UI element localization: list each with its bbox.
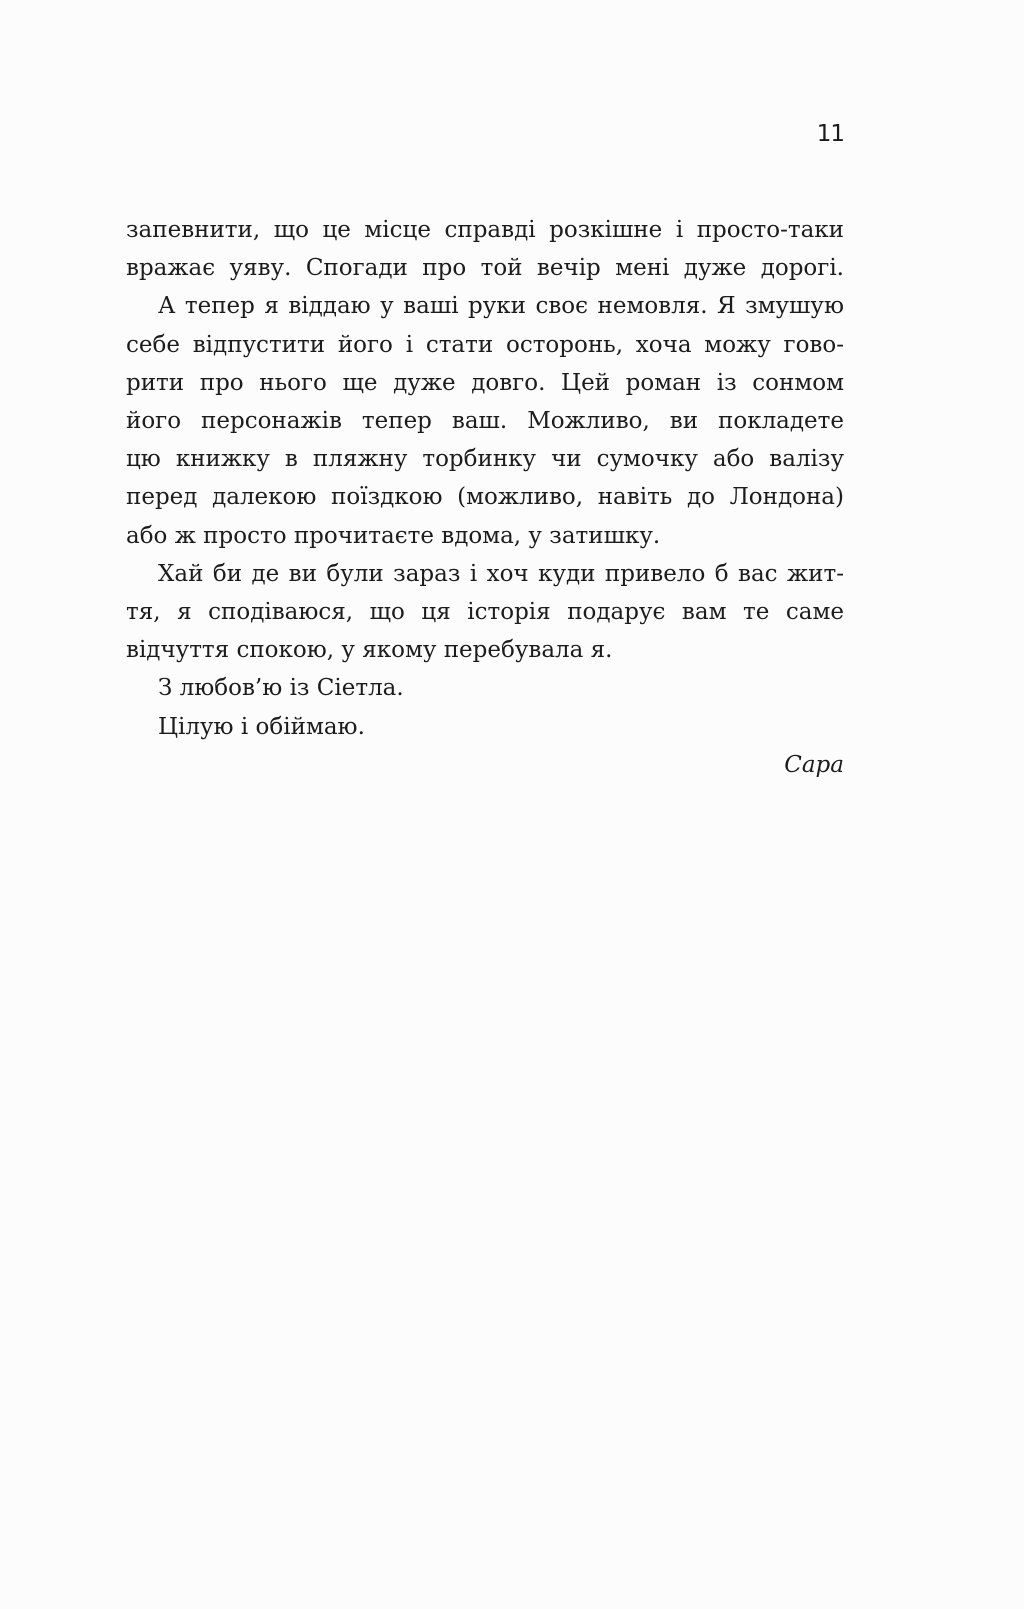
text-line: вражає уяву. Спогади про той вечір мені дуже дорогі. <box>126 255 844 282</box>
text-line: Цілую і обіймаю. <box>158 713 365 740</box>
text-line: перед далекою поїздкою (можливо, навіть до Лондона) <box>126 484 844 511</box>
text-line: або ж просто прочитаєте вдома, у затишку. <box>126 522 661 549</box>
text-line: А тепер я віддаю у ваші руки своє немовля. Я змушую <box>158 293 844 320</box>
text-line: З любов’ю із Сіетла. <box>158 675 404 702</box>
text-line: запевнити, що це місце справді розкішне і просто-таки <box>126 217 844 243</box>
text-line: тя, я сподіваюся, що ця історія подарує вам те саме <box>126 599 844 626</box>
text-line: цю книжку в пляжну торбинку чи сумочку або валізу <box>126 446 844 473</box>
text-line: себе відпустити його і стати осторонь, хоча можу гово- <box>126 331 844 358</box>
text-block <box>126 211 844 784</box>
text-line: його персонажів тепер ваш. Можливо, ви покладете <box>126 408 844 435</box>
text-line: рити про нього ще дуже довго. Цей роман із сонмом <box>126 369 844 396</box>
text-line: Хай би де ви були зараз і хоч куди привело б вас жит- <box>158 560 844 587</box>
page-number: 11 <box>816 121 844 147</box>
text-line: відчуття спокою, у якому перебувала я. <box>126 637 613 664</box>
signature: Сара <box>784 751 844 778</box>
